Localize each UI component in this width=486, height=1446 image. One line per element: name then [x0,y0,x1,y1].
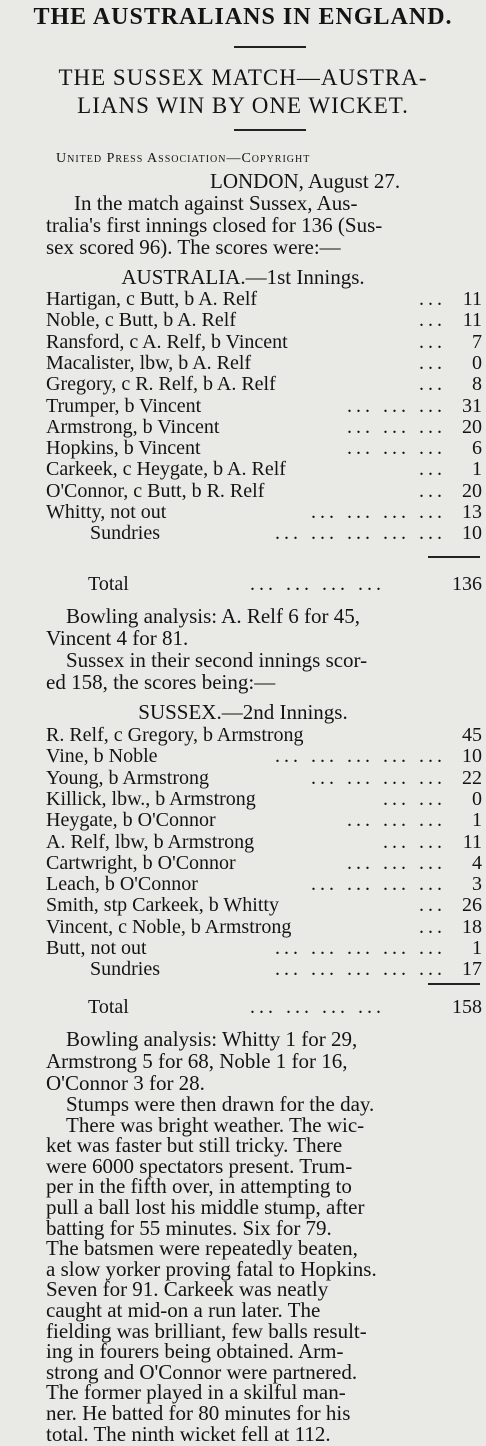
australia-batsman-name: Trumper, b Vincent [46,394,202,417]
report-line: caught at mid-on a run later. The [46,1298,321,1322]
report-line: per in the fifth over, in attempting to [46,1174,352,1199]
sussex-batsman-row [46,937,482,959]
sussex-batsman-row [46,767,482,789]
australia-total-score: 136 [452,573,482,595]
australia-bowling-line-1: Bowling analysis: A. Relf 6 for 45, [66,604,360,628]
sussex-batsman-name: Butt, not out [46,937,147,959]
headline: THE AUSTRALIANS IN ENGLAND. [33,4,453,30]
australia-batsman-name: Macalister, lbw, b A. Relf [46,351,252,374]
sussex-batsman-score: 45 [462,724,482,746]
sussex-batsman-score: 3 [472,873,482,896]
sussex-batsman-row [46,852,482,874]
australia-batsman-name: Ransford, c A. Relf, b Vincent [46,330,288,353]
australia-batsman-score: 20 [462,479,482,502]
australia-heading: AUSTRALIA.—1st Innings. [121,265,365,289]
australia-batsman-score: 11 [462,309,482,332]
australia-dot-leaders: ... ... ... ... ... [275,522,446,545]
australia-batsman-row [46,395,482,417]
sussex-batsman-row [46,745,482,767]
sussex-batsman-row [90,958,482,980]
sussex-dot-leaders: ... ... ... ... [311,873,446,896]
australia-dot-leaders: ... [419,288,446,310]
report-line: a slow yorker proving fatal to Hopkins. [46,1256,377,1281]
sussex-batsman-score: 22 [462,766,482,789]
australia-batsman-score: 1 [472,458,482,481]
sussex-total-rule [428,983,480,985]
sussex-dot-leaders: ... ... ... ... ... [275,958,446,981]
australia-batsman-name: Noble, c Butt, b A. Relf [46,309,236,332]
report-line: ner. He batted for 80 minutes for his [46,1401,351,1425]
sussex-dot-leaders: ... ... [383,787,446,810]
report-line: The batsmen were repeatedly beaten, [46,1236,358,1261]
australia-batsman-score: 7 [472,330,482,353]
sussex-bowling-line-1: Bowling analysis: Whitty 1 for 29, [66,1027,358,1051]
australia-total-leaders: ... ... ... ... [250,573,385,595]
australia-dot-leaders: ... [419,479,446,502]
report-line: pull a ball lost his middle stump, after [46,1195,365,1219]
report-line: Stumps were then drawn for the day. [66,1092,375,1116]
sussex-dot-leaders: ... ... ... ... [311,766,446,789]
sussex-batsman-score: 26 [462,894,482,917]
australia-batsman-row [46,458,482,480]
sussex-bowling-line-3: O'Connor 3 for 28. [46,1071,205,1095]
australia-dot-leaders: ... [419,373,446,396]
sussex-total-label: Total [88,996,129,1018]
australia-batsman-name: O'Connor, c Butt, b R. Relf [46,479,265,502]
sussex-batsman-row [46,873,482,895]
sussex-dot-leaders: ... ... ... [347,809,446,832]
sussex-bowling-line-2: Armstrong 5 for 68, Noble 1 for 16, [46,1049,348,1073]
report-line: ing in fourers being obtained. Arm- [46,1339,344,1364]
sussex-batsman-row [46,788,482,810]
australia-batsman-score: 6 [472,437,482,460]
australia-batsman-score: 13 [462,501,482,523]
australia-batsman-name: Whitty, not out [46,501,167,523]
sussex-intro-line-2: ed 158, the scores being:— [46,670,276,694]
australia-batsman-row [46,437,482,459]
australia-batsman-name: Gregory, c R. Relf, b A. Relf [46,373,276,396]
australia-batsman-score: 11 [462,288,482,310]
australia-batsman-row [46,331,482,353]
sussex-batsman-name: Young, b Armstrong [46,766,209,789]
sussex-dot-leaders: ... ... [383,830,446,853]
australia-batsman-row [46,352,482,374]
australia-batsman-score: 31 [462,394,482,417]
sussex-batsman-score: 17 [462,958,482,981]
sussex-batsman-score: 1 [472,809,482,832]
australia-dot-leaders: ... [419,351,446,374]
sussex-intro-line-1: Sussex in their second innings scor- [66,648,368,672]
australia-batsman-row [46,501,482,523]
headline-rule [234,46,306,48]
sussex-batsman-name: R. Relf, c Gregory, b Armstrong [46,724,304,746]
sussex-batsman-row [46,894,482,916]
subheadline-rule [234,129,306,131]
sussex-heading: SUSSEX.—2nd Innings. [138,700,348,724]
sussex-total-leaders: ... ... ... ... [250,996,385,1018]
australia-dot-leaders: ... ... ... ... [311,501,446,523]
intro-line-2: tralia's first innings closed for 136 (Sus- [46,213,383,237]
australia-batsman-row [90,522,482,544]
australia-dot-leaders: ... [419,309,446,332]
report-line: There was bright weather. The wic- [66,1112,365,1137]
sussex-batsman-row [46,831,482,853]
australia-batsman-name: Hopkins, b Vincent [46,437,201,460]
australia-batsman-name: Carkeek, c Heygate, b A. Relf [46,458,286,481]
australia-total-rule [428,556,480,558]
intro-line-1: In the match against Sussex, Aus- [74,191,358,215]
australia-dot-leaders: ... ... ... [347,394,446,417]
sussex-dot-leaders: ... [419,894,446,917]
australia-batsman-row [46,309,482,331]
sussex-batsman-row [46,809,482,831]
australia-batsman-score: 10 [462,522,482,545]
sussex-batsman-name: A. Relf, lbw, b Armstrong [46,830,255,853]
report-line: total. The ninth wicket fell at 112. [46,1421,331,1446]
australia-batsman-score: 8 [472,373,482,396]
australia-batsman-name: Armstrong, b Vincent [46,415,220,438]
sussex-batsman-name: Vincent, c Noble, b Armstrong [46,915,292,938]
dateline: LONDON, August 27. [210,169,401,193]
press-credit: United Press Association—Copyright [56,151,311,166]
sussex-dot-leaders: ... ... ... ... ... [275,745,446,768]
australia-batsman-row [46,373,482,395]
report-line: Seven for 91. Carkeek was neatly [46,1277,329,1302]
sussex-batsman-name: Heygate, b O'Connor [46,809,216,832]
sussex-dot-leaders: ... ... ... [347,851,446,874]
australia-dot-leaders: ... ... ... [347,415,446,438]
australia-dot-leaders: ... ... ... [347,437,446,460]
sussex-batsman-score: 11 [462,830,482,853]
sussex-batsman-name: Smith, stp Carkeek, b Whitty [46,894,279,917]
australia-batsman-name: Sundries [90,522,160,545]
sussex-batsman-score: 10 [462,745,482,768]
sussex-batsman-name: Killick, lbw., b Armstrong [46,787,256,810]
report-line: The former played in a skilful man- [46,1380,346,1405]
report-line: strong and O'Connor were partnered. [46,1359,358,1384]
australia-total-row [88,573,482,595]
sussex-batsman-name: Sundries [90,958,160,981]
australia-batsman-score: 0 [472,351,482,374]
report-line: ket was faster but still tricky. There [46,1133,343,1158]
sussex-batsman-name: Cartwright, b O'Connor [46,851,236,874]
australia-batsman-name: Hartigan, c Butt, b A. Relf [46,288,258,310]
sussex-batsman-row [46,916,482,938]
sussex-total-row [88,996,482,1018]
sussex-batsman-score: 1 [472,937,482,959]
subheadline-line-1: THE SUSSEX MATCH—AUSTRA- [58,65,428,90]
sussex-dot-leaders: ... [419,915,446,938]
australia-batsman-score: 20 [462,415,482,438]
sussex-batsman-score: 4 [472,851,482,874]
sussex-batsman-name: Vine, b Noble [46,745,158,768]
sussex-total-score: 158 [452,996,482,1018]
report-line: fielding was brilliant, few balls result- [46,1318,367,1343]
sussex-batsman-name: Leach, b O'Connor [46,873,198,896]
australia-bowling-line-2: Vincent 4 for 81. [46,626,189,650]
australia-batsman-row [46,288,482,310]
australia-total-label: Total [88,573,129,595]
australia-dot-leaders: ... [419,330,446,353]
australia-batsman-row [46,416,482,438]
sussex-batsman-row [46,724,482,746]
sussex-batsman-score: 0 [472,787,482,810]
sussex-dot-leaders: ... ... ... ... ... [275,937,446,959]
sussex-batsman-score: 18 [462,915,482,938]
australia-dot-leaders: ... [419,458,446,481]
report-line: were 6000 spectators present. Trum- [46,1153,353,1178]
australia-batsman-row [46,480,482,502]
intro-line-3: sex scored 96). The scores were:— [46,235,341,259]
report-line: batting for 55 minutes. Six for 79. [46,1215,332,1240]
subheadline-line-2: LIANS WIN BY ONE WICKET. [77,93,409,118]
